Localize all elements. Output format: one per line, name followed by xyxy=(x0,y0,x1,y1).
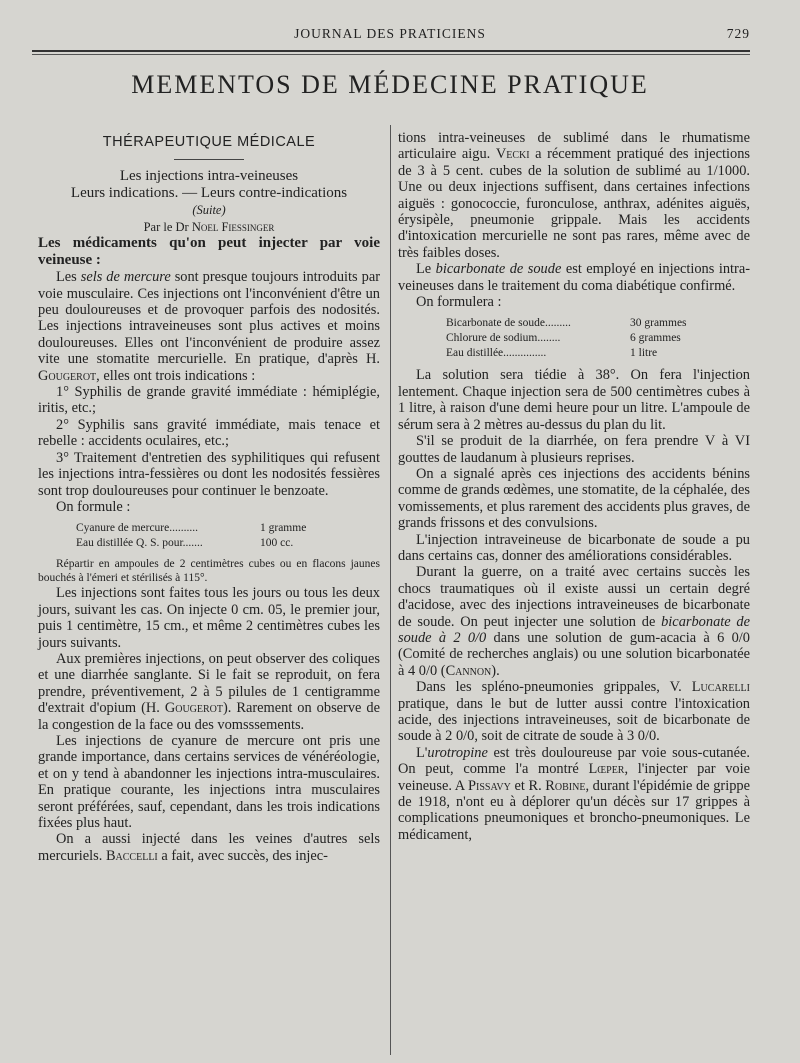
header-rule-thin xyxy=(32,54,750,55)
text-run: ). Rarement on observe de la congestion de la face ou des vomsssements. xyxy=(38,700,380,733)
right-column xyxy=(398,130,750,843)
suite-label: (Suite) xyxy=(192,203,226,218)
byline xyxy=(38,219,380,235)
author-name: Gougerot xyxy=(38,367,97,384)
paragraph xyxy=(398,564,750,679)
header-rule xyxy=(32,50,750,52)
formula-row xyxy=(76,536,340,551)
text-run: Le xyxy=(416,261,436,278)
text-run: , l'injecter par voie veineuse. A xyxy=(398,761,751,794)
paragraph: S'il se produit de la diarrhée, on fera prendre V à VI gouttes de laudanum à plusieurs reprises. xyxy=(398,433,750,466)
text-run: ). xyxy=(491,662,500,679)
paragraph xyxy=(398,261,750,294)
formula-value: 1 gramme xyxy=(260,522,307,535)
running-header xyxy=(30,26,750,48)
text-run: est très douloureuse par voie sous-cutanée. On peut, comme l'a montré xyxy=(398,744,750,778)
italic-term: bicarbonate de soude xyxy=(435,261,562,278)
text-run: Les xyxy=(56,269,81,286)
text-run: tions intra-veineuses de sublimé dans le rhumatisme articulaire aigu. xyxy=(398,130,750,163)
formula-value: 100 cc. xyxy=(260,537,294,550)
paragraph: Les injections de cyanure de mercure ont pris une grande importance, dans certains services de vénéréologie, et on y tend à abandonner les injections intra-musculaires. En pratique courante, les injections intra musculaires seront préférées, sauf, cependant, dans les trois indications fixées plus haut. xyxy=(38,732,380,831)
formula-row xyxy=(446,316,710,331)
author-name: Vecki xyxy=(495,146,530,163)
text-run: sont presque toujours introduits par voie musculaire. Ces injections ont l'inconvénient d'être un peu douloureuses et de provoquer parfois des nodosités. Les injections intraveineuses sont plus actives et moins douloureuses. Elles ont l'inconvénient de produire assez vite une stomatite mercurielle. En pratique, d'après H. xyxy=(38,269,380,368)
formula-note: Répartir en ampoules de 2 centimètres cubes ou en flacons jaunes bouchés à l'émeri et stérilisés à 115°. xyxy=(38,558,380,585)
text-run: L' xyxy=(416,744,428,761)
formula-row xyxy=(446,331,710,346)
text-run: Aux premières injections, on peut observer des coliques et une diarrhée sanglante. Si le fait se reproduit, on fera prendre, préventivement, 2 à 5 pilules de 1 centigramme d'extrait d'opium (H. xyxy=(38,650,380,717)
article-title-line-2: Leurs indications. — Leurs contre-indications xyxy=(70,185,348,202)
paragraph xyxy=(38,831,380,864)
journal-name: JOURNAL DES PRATICIENS xyxy=(294,26,486,41)
paragraph: On a signalé après ces injections des accidents bénins comme de grands œdèmes, une stomatite, de la céphalée, des vomissements, et plus rarement des accidents plus graves, de grands frissons et des convulsions. xyxy=(398,465,750,532)
section-title: THÉRAPEUTIQUE MÉDICALE xyxy=(102,134,316,150)
author-name: Lucarelli xyxy=(691,679,750,696)
paragraph xyxy=(38,269,380,384)
byline-author: Noel Fiessinger xyxy=(191,219,275,234)
paragraph xyxy=(398,679,750,745)
byline-prefix: Par le Dr xyxy=(143,219,192,234)
text-run: Durant la guerre, on a traité avec certains succès les chocs traumatiques où il existe aussi un certain degré d'acidose, avec des injections intraveineuses de bicarbonate de soude. On peut injecter une solution de xyxy=(398,564,750,630)
author-name: Gougerot xyxy=(164,700,224,717)
formula-label: Chlorure de sodium........ xyxy=(446,332,561,345)
author-name: Pissavy xyxy=(468,777,511,794)
formula-label: Eau distillée Q. S. pour....... xyxy=(76,537,203,550)
author-name: Robine xyxy=(545,777,586,794)
paragraph xyxy=(398,745,750,843)
text-run: On a aussi injecté dans les veines d'autres sels mercuriels. xyxy=(38,831,380,864)
text-run: Dans les spléno-pneumonies grippales, V. xyxy=(416,679,692,696)
text-run: dans une solution de gum-acacia à 6 0/0 (Comité de recherches anglais) ou une solution bicarbonatée à 4 0/0 ( xyxy=(398,629,750,679)
paragraph: Les injections sont faites tous les jours ou tous les deux jours, suivant les cas. On injecte 0 cm. 05, le premier jour, puis 1 centimètre, 15 cm., et même 2 centimètres cubes les jours suivants. xyxy=(38,585,380,651)
main-title: MEMENTOS DE MÉDECINE PRATIQUE xyxy=(131,70,649,99)
paragraph: L'injection intraveineuse de bicarbonate de soude a pu dans certains cas, donner des améliorations considérables. xyxy=(398,531,750,564)
formula-value: 6 grammes xyxy=(630,332,681,345)
section-rule xyxy=(174,159,244,160)
text-run: et R. xyxy=(510,777,546,794)
page-number: 729 xyxy=(726,26,750,41)
italic-term: urotropine xyxy=(427,744,488,761)
formula-value: 30 grammes xyxy=(630,317,687,330)
author-name: Cannon xyxy=(445,662,492,679)
text-run: , elles ont trois indications : xyxy=(96,367,256,384)
italic-term: sels de mercure xyxy=(80,269,171,286)
text-run: est employé en injections intra-veineuses dans le traitement du coma diabétique confirmé. xyxy=(398,261,750,294)
formula-row xyxy=(446,346,710,361)
article-title-line-1: Les injections intra-veineuses xyxy=(119,168,299,185)
formula-label: Cyanure de mercure.......... xyxy=(76,522,198,535)
author-name: Lœper xyxy=(588,761,625,778)
formula-value: 1 litre xyxy=(630,347,658,360)
left-column xyxy=(38,128,380,864)
formula-cyanure xyxy=(38,521,380,551)
author-name: Baccelli xyxy=(105,847,158,864)
subheading: Les médicaments qu'on peut injecter par voie veineuse : xyxy=(38,235,380,269)
paragraph: On formulera : xyxy=(416,294,502,311)
formula-label: Eau distillée............... xyxy=(446,347,547,360)
paragraph xyxy=(38,651,380,733)
text-run: , durant l'épidémie de grippe de 1918, n'ont eu à déplorer qu'un décès sur 17 grippes à complications pneumoniques et broncho-pneumoniques. Le médicament, xyxy=(398,777,750,843)
paragraph: 2° Syphilis sans gravité immédiate, mais tenace et rebelle : accidents oculaires, etc.; xyxy=(38,416,380,450)
text-run: a fait, avec succès, des injec- xyxy=(157,847,328,864)
formula-label: Bicarbonate de soude......... xyxy=(446,317,571,330)
paragraph: 1° Syphilis de grande gravité immédiate : hémiplégie, iritis, etc.; xyxy=(38,384,380,417)
paragraph xyxy=(398,130,750,261)
text-run: a récemment pratiqué des injections de 3 à 5 cent. cubes de la solution de sublimé au 1/1000. Une ou deux injections suffisent, dans certaines infections aiguës : gonococcie, furonculose, anthrax, adénites aiguës, érysipèle, pneumonie grippale. Mais les accidents d'intoxication mercurielle ne sont pas rares, même avec de très faibles doses. xyxy=(398,146,750,261)
column-divider xyxy=(390,125,391,1055)
paragraph: La solution sera tiédie à 38°. On fera l'injection lentement. Chaque injection sera de 500 centimètres cubes à 1 litre, à raison d'une demi heure pour un litre. L'ampoule de sérum sera à 2 mètres au-dessus du plan du lit. xyxy=(398,367,750,433)
text-run: pratique, dans le but de lutter aussi contre l'intoxication acide, des injections intraveineuses, soit de bicarbonate de soude à 2 0/0, soit de citrate de soude à 3 0/0. xyxy=(398,695,750,745)
italic-term: bicarbonate de soude à 2 0/0 xyxy=(398,613,750,646)
paragraph: On formule : xyxy=(56,498,131,515)
formula-row xyxy=(76,521,340,536)
paragraph: 3° Traitement d'entretien des syphilitiques qui refusent les injections intra-fessières ou dont les nodosités fessières sont trop douloureuses pour continuer le benzoate. xyxy=(38,449,380,499)
formula-bicarbonate xyxy=(398,316,750,361)
